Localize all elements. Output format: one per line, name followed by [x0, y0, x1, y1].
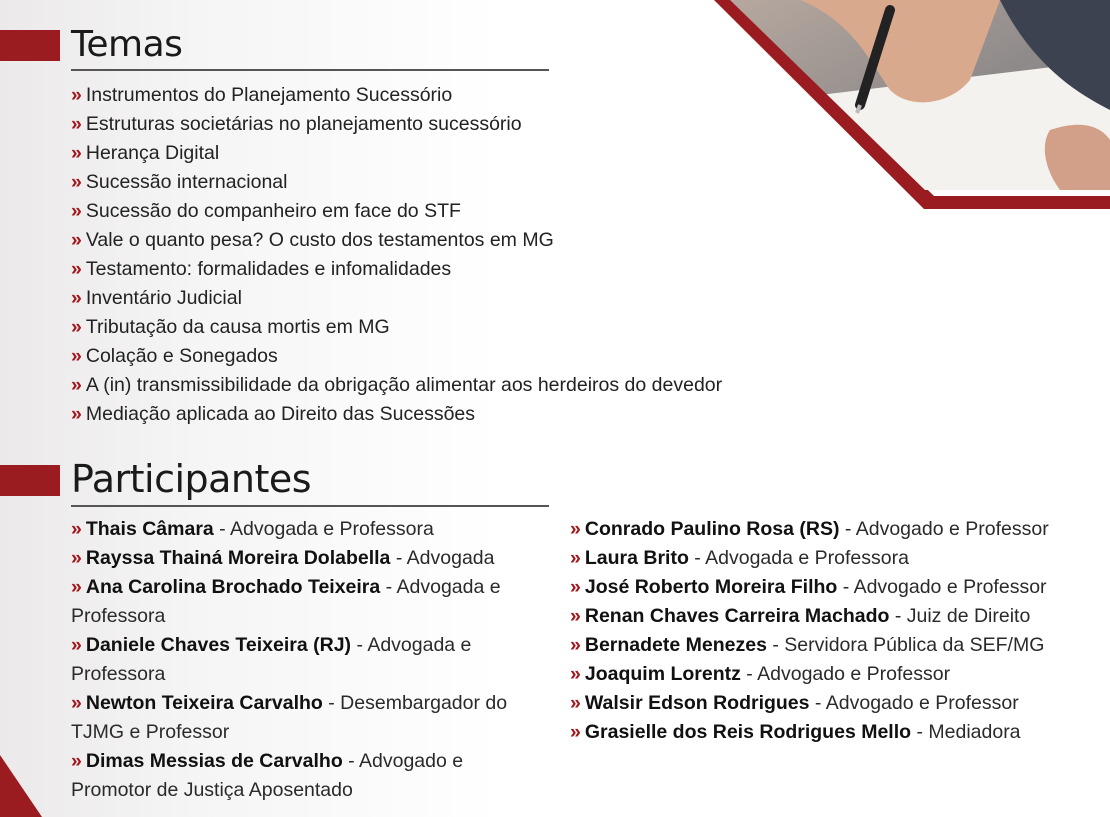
separator: -: [380, 576, 397, 598]
separator: -: [322, 692, 341, 714]
bullet-icon: »: [570, 721, 581, 743]
participant-name: Ana Carolina Brochado Teixeira: [85, 576, 381, 598]
corner-red-triangle: [0, 755, 42, 817]
bullet-icon: »: [71, 403, 82, 425]
bullet-icon: »: [570, 547, 581, 569]
bullet-icon: »: [71, 287, 82, 309]
tema-label: Instrumentos do Planejamento Sucessório: [85, 84, 453, 106]
bullet-icon: »: [71, 345, 82, 367]
tema-label: Tributação da causa mortis em MG: [85, 316, 390, 338]
separator: -: [688, 547, 706, 569]
participant-item: [570, 660, 1090, 689]
participant-name: Joaquim Lorentz: [584, 663, 741, 685]
participant-item: [71, 544, 541, 573]
bullet-icon: »: [71, 576, 82, 598]
tema-label: Herança Digital: [85, 142, 220, 164]
participant-name: Walsir Edson Rodrigues: [584, 692, 810, 714]
bullet-icon: »: [570, 692, 581, 714]
participantes-left-list: [71, 515, 541, 805]
participant-item: [570, 718, 1090, 747]
tema-item: [71, 168, 722, 197]
bullet-icon: »: [71, 316, 82, 338]
participant-item: [570, 573, 1090, 602]
tema-item: [71, 139, 722, 168]
participant-role: Advogado e Professor: [757, 663, 951, 685]
bullet-icon: »: [71, 171, 82, 193]
bullet-icon: »: [71, 750, 82, 772]
participant-role: Advogada: [406, 547, 495, 569]
tema-item: [71, 342, 722, 371]
participant-item: [570, 544, 1090, 573]
separator: -: [809, 692, 826, 714]
participant-item: [71, 747, 541, 805]
participant-name: Laura Brito: [584, 547, 689, 569]
participant-item: [570, 515, 1090, 544]
separator: -: [839, 518, 856, 540]
participant-name: Renan Chaves Carreira Machado: [584, 605, 890, 627]
participant-item: [570, 602, 1090, 631]
separator: -: [740, 663, 758, 685]
separator: -: [766, 634, 785, 656]
separator: -: [351, 634, 368, 656]
participant-role: Advogado e Professor: [855, 518, 1049, 540]
participantes-red-tab: [0, 465, 60, 496]
bullet-icon: »: [71, 374, 82, 396]
separator: -: [911, 721, 929, 743]
participant-name: Newton Teixeira Carvalho: [85, 692, 323, 714]
separator: -: [889, 605, 907, 627]
tema-item: [71, 226, 722, 255]
bullet-icon: »: [71, 258, 82, 280]
bullet-icon: »: [570, 663, 581, 685]
participant-name: Rayssa Thainá Moreira Dolabella: [85, 547, 391, 569]
participant-role: Mediadora: [928, 721, 1021, 743]
participantes-right-list: [570, 515, 1090, 747]
participant-item: [71, 515, 541, 544]
bullet-icon: »: [71, 692, 82, 714]
participant-name: Thais Câmara: [85, 518, 214, 540]
separator: -: [213, 518, 231, 540]
participant-name: Dimas Messias de Carvalho: [85, 750, 343, 772]
participant-item: [71, 689, 541, 747]
tema-item: [71, 110, 722, 139]
participant-role: Advogado e Professor: [825, 692, 1019, 714]
tema-item: [71, 255, 722, 284]
bullet-icon: »: [570, 634, 581, 656]
tema-label: Sucessão internacional: [85, 171, 288, 193]
participant-role: Desembargador do TJMG e Professor: [71, 692, 508, 743]
bullet-icon: »: [71, 84, 82, 106]
participantes-heading: Participantes: [71, 457, 312, 501]
participant-name: Conrado Paulino Rosa (RS): [584, 518, 840, 540]
tema-label: Vale o quanto pesa? O custo dos testamentos em MG: [85, 229, 554, 251]
temas-heading: Temas: [71, 24, 183, 65]
tema-label: Mediação aplicada ao Direito das Sucessões: [85, 403, 476, 425]
participant-item: [570, 631, 1090, 660]
tema-item: [71, 81, 722, 110]
participant-name: Grasielle dos Reis Rodrigues Mello: [584, 721, 912, 743]
bullet-icon: »: [71, 200, 82, 222]
bullet-icon: »: [570, 518, 581, 540]
separator: -: [390, 547, 407, 569]
participant-role: Advogada e Professora: [705, 547, 909, 569]
temas-red-tab: [0, 30, 60, 61]
bullet-icon: »: [71, 142, 82, 164]
participant-role: Advogada e Professora: [230, 518, 434, 540]
participant-role: Servidora Pública da SEF/MG: [784, 634, 1045, 656]
separator: -: [342, 750, 359, 772]
other-hand: [1045, 125, 1110, 190]
tema-item: [71, 197, 722, 226]
participant-name: Bernadete Menezes: [584, 634, 767, 656]
participant-role: Advogada e Professora: [71, 634, 472, 685]
tema-label: Testamento: formalidades e infomalidades: [85, 258, 452, 280]
bullet-icon: »: [71, 113, 82, 135]
participantes-divider: [71, 505, 549, 507]
bullet-icon: »: [71, 518, 82, 540]
participant-item: [71, 631, 541, 689]
participant-role: Advogado e Professor: [853, 576, 1047, 598]
participant-item: [71, 573, 541, 631]
participant-role: Advogado e Promotor de Justiça Aposentado: [71, 750, 464, 801]
bullet-icon: »: [71, 229, 82, 251]
bullet-icon: »: [570, 576, 581, 598]
temas-divider: [71, 69, 549, 71]
tema-label: Estruturas societárias no planejamento sucessório: [85, 113, 522, 135]
tema-item: [71, 371, 722, 400]
temas-list: [71, 81, 722, 429]
bullet-icon: »: [570, 605, 581, 627]
tema-label: A (in) transmissibilidade da obrigação alimentar aos herdeiros do devedor: [85, 374, 723, 396]
participant-name: Daniele Chaves Teixeira (RJ): [85, 634, 352, 656]
tema-label: Inventário Judicial: [85, 287, 242, 309]
signing-photo: [700, 0, 1110, 215]
tema-item: [71, 400, 722, 429]
tema-item: [71, 313, 722, 342]
tema-item: [71, 284, 722, 313]
participant-item: [570, 689, 1090, 718]
tema-label: Sucessão do companheiro em face do STF: [85, 200, 461, 222]
participant-role: Juiz de Direito: [906, 605, 1031, 627]
participant-role: Advogada e Professora: [71, 576, 501, 627]
participant-name: José Roberto Moreira Filho: [584, 576, 838, 598]
separator: -: [837, 576, 854, 598]
bullet-icon: »: [71, 634, 82, 656]
tema-label: Colação e Sonegados: [85, 345, 278, 367]
bullet-icon: »: [71, 547, 82, 569]
